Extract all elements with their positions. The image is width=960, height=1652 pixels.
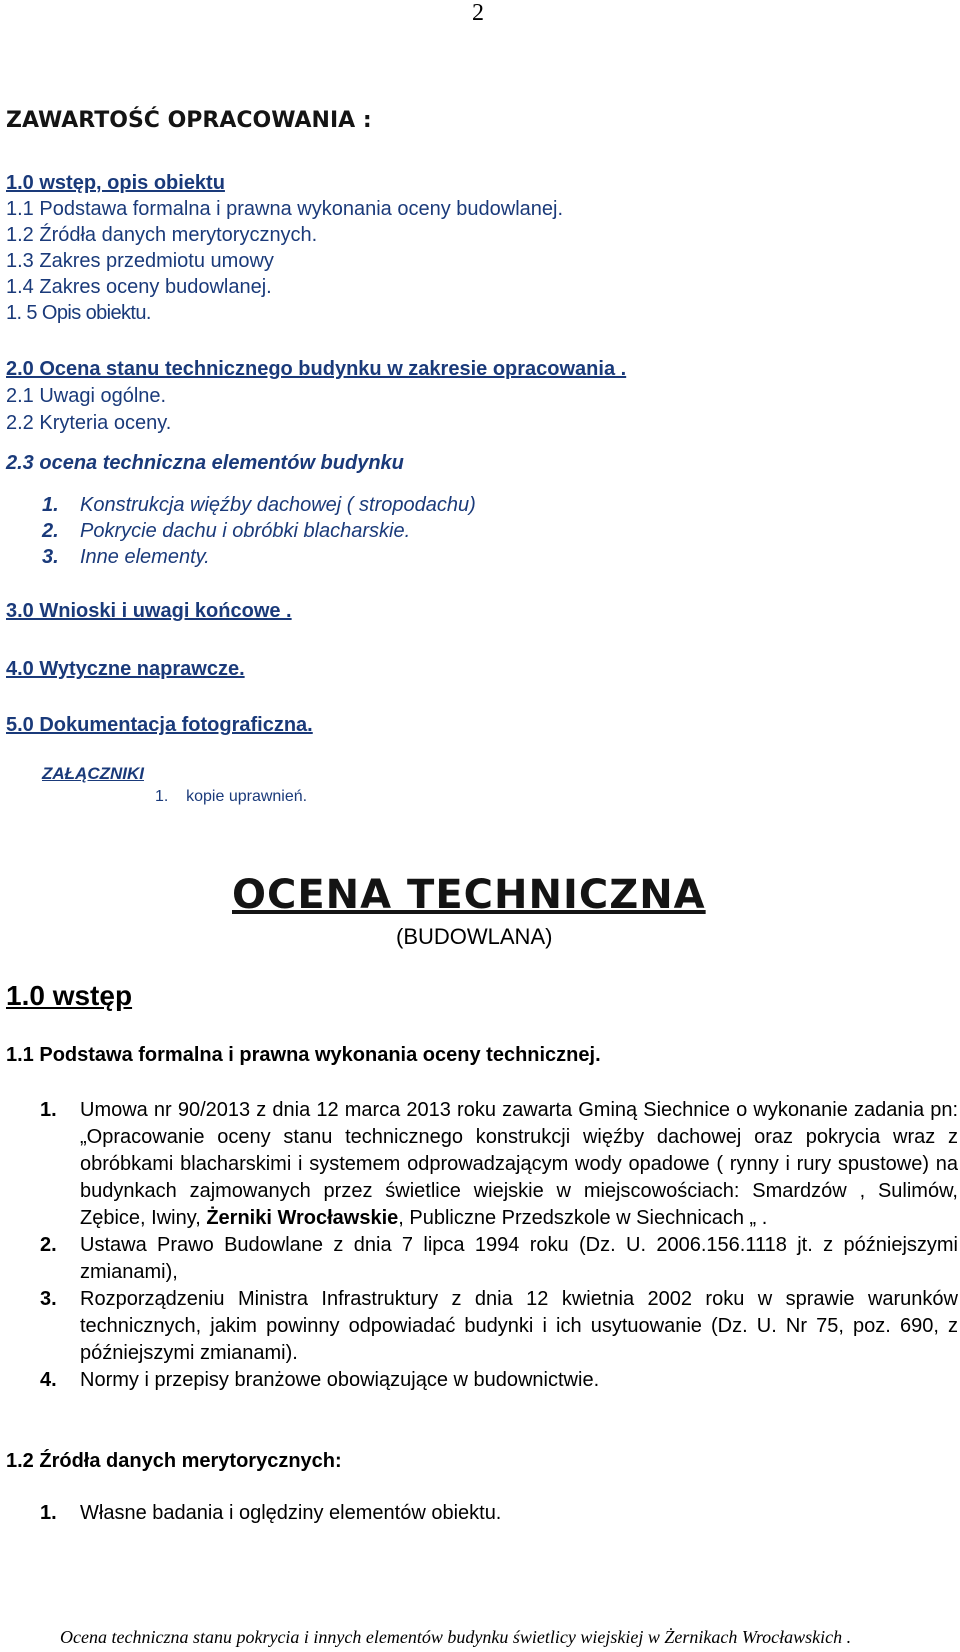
toc-section-1-5: 1. 5 Opis obiektu. — [6, 302, 151, 324]
section-1-heading: 1.0 wstęp — [6, 980, 133, 1011]
list-item-text: Ustawa Prawo Budowlane z dnia 7 lipca 1994 roku (Dz. U. 2006.156.1118 jt. z późniejszymi zmianami), — [80, 1234, 958, 1283]
toc-section-1-1: 1.1 Podstawa formalna i prawna wykonania oceny budowlanej. — [6, 198, 564, 220]
attachments-title: ZAŁĄCZNIKI — [42, 764, 144, 783]
page-number: 2 — [472, 0, 484, 26]
toc-element-number: 2. — [42, 520, 59, 542]
toc-section-1: 1.0 wstęp, opis obiektu — [6, 172, 225, 194]
toc-element-text: Konstrukcja więźby dachowej ( stropodachu) — [80, 494, 476, 516]
list-item-number: 3. — [40, 1288, 57, 1310]
list-item — [40, 1097, 958, 1232]
list-item-text: Umowa nr 90/2013 z dnia 12 marca 2013 roku zawarta Gminą Siechnice o wykonanie zadania pn: „Opracowanie oceny stanu technicznego konstrukcji więźby dachowej oraz pokrycia wraz z obróbkami blacharskimi i systemem odprowadzającym wody opadowe ( rynny i rury spustowe) na budynkach zajmowanych przez świetlice wiejskie w miejscowościach: Smardzów , Sulimów, Zębice, Iwiny, Żerniki Wrocławskie, Publiczne Przedszkole w Siechnicach „ . — [80, 1099, 958, 1229]
legal-basis-list — [40, 1097, 958, 1394]
list-item — [40, 1286, 958, 1367]
toc-section-2-1: 2.1 Uwagi ogólne. — [6, 385, 167, 407]
toc-section-4: 4.0 Wytyczne naprawcze. — [6, 658, 245, 680]
document-subtitle: (BUDOWLANA) — [396, 924, 553, 949]
toc-element-number: 3. — [42, 546, 59, 568]
toc-section-5: 5.0 Dokumentacja fotograficzna. — [6, 714, 313, 736]
toc-section-2: 2.0 Ocena stanu technicznego budynku w zakresie opracowania . — [6, 358, 627, 380]
list-item-text: Własne badania i oględziny elementów obiektu. — [80, 1502, 502, 1524]
toc-section-2-3: 2.3 ocena techniczna elementów budynku — [6, 452, 404, 474]
section-1-1-heading: 1.1 Podstawa formalna i prawna wykonania oceny technicznej. — [6, 1044, 601, 1066]
list-item — [40, 1232, 958, 1286]
section-1-2-heading: 1.2 Źródła danych merytorycznych: — [6, 1450, 342, 1472]
toc-element-number: 1. — [42, 494, 59, 516]
attachments-item: 1. kopie uprawnień. — [155, 788, 308, 805]
sources-list — [40, 1500, 958, 1527]
toc-section-1-4: 1.4 Zakres oceny budowlanej. — [6, 276, 272, 298]
list-item-text: Normy i przepisy branżowe obowiązujące w budownictwie. — [80, 1369, 600, 1391]
toc-section-3: 3.0 Wnioski i uwagi końcowe . — [6, 600, 292, 622]
toc-element-text: Inne elementy. — [80, 546, 210, 568]
toc-element-item — [42, 544, 210, 570]
list-item-number: 4. — [40, 1369, 57, 1391]
list-item-number: 2. — [40, 1234, 57, 1256]
list-item-text: Rozporządzeniu Ministra Infrastruktury z dnia 12 kwietnia 2002 roku w sprawie warunków technicznych, jakim powinny odpowiadać budynki i ich usytuowanie (Dz. U. Nr 75, poz. 690, z późniejszymi zmianami). — [80, 1288, 958, 1364]
list-item-number: 1. — [40, 1099, 57, 1121]
toc-section-1-3: 1.3 Zakres przedmiotu umowy — [6, 250, 274, 272]
document-title: OCENA TECHNICZNA — [232, 872, 706, 918]
list-item — [40, 1367, 958, 1394]
toc-section-2-2: 2.2 Kryteria oceny. — [6, 412, 172, 434]
list-item — [40, 1500, 958, 1527]
toc-element-item — [42, 518, 410, 544]
toc-element-text: Pokrycie dachu i obróbki blacharskie. — [80, 520, 411, 542]
list-item-number: 1. — [40, 1502, 57, 1524]
toc-title: ZAWARTOŚĆ OPRACOWANIA : — [6, 108, 372, 133]
page-footer: Ocena techniczna stanu pokrycia i innych elementów budynku świetlicy wiejskiej w Żernikach Wrocławskich . — [60, 1627, 852, 1647]
toc-element-item — [42, 492, 476, 518]
toc-section-1-2: 1.2 Źródła danych merytorycznych. — [6, 224, 318, 246]
